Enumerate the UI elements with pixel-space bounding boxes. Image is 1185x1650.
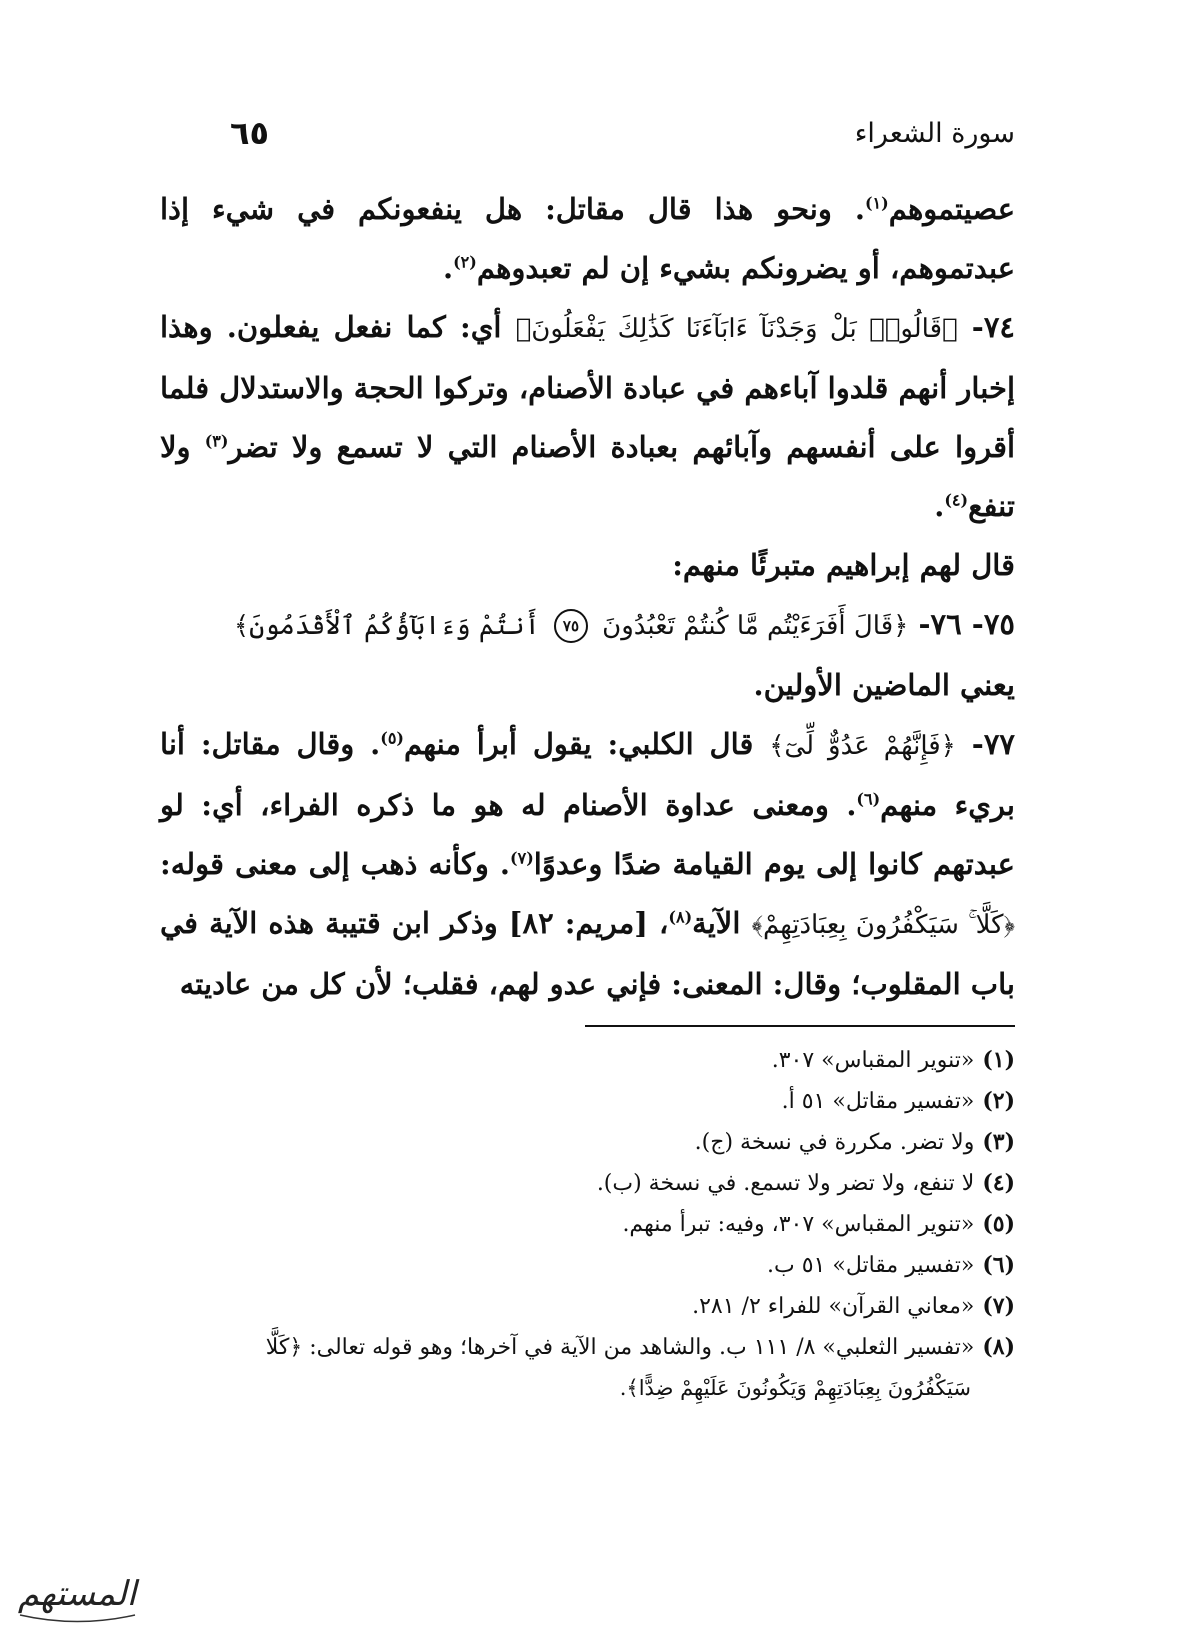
footnote-number: (١) — [982, 1047, 1015, 1073]
main-text — [160, 180, 1015, 1014]
text-run: . — [442, 251, 454, 285]
verse-number: ٧٤- — [971, 310, 1015, 344]
verse-number: ٧٥- ٧٦- — [918, 607, 1015, 641]
verse-76-commentary: يعني الماضين الأولين. — [753, 668, 1015, 702]
text-run: قال الكلبي: يقول أبرأ منهم — [403, 727, 770, 761]
quran-quote: ﴿قَالَ أَفَرَءَيْتُم مَّا كُنتُمْ تَعْبُدُونَ — [602, 611, 909, 641]
surah-title: سورة الشعراء — [854, 118, 1015, 149]
verse-number: ٧٧- — [971, 727, 1015, 761]
footnote-ref: (٣) — [204, 431, 229, 451]
footnote-text: «تفسير مقاتل» ٥١ ب. — [767, 1253, 975, 1278]
footnote-text: «تفسير الثعلبي» ٨/ ١١١ ب. والشاهد من الآية في آخرها؛ وهو قوله تعالى: ﴿كَلَّا — [265, 1335, 975, 1360]
footnote-ref: (٢) — [453, 252, 477, 272]
text-run: . ومعنى عداوة الأصنام له هو ما ذكره الفراء، أي: لو عبدتهم كانوا إلى يوم القيامة ضدًا وعدوًا — [160, 788, 1015, 881]
quran-quote: ﴿كَلَّا ۚ سَيَكْفُرُونَ بِعِبَادَتِهِمْ﴾ — [751, 910, 1016, 940]
footnote-text: «تفسير مقاتل» ٥١ أ. — [781, 1089, 975, 1114]
footnote-number: (٣) — [982, 1129, 1015, 1155]
text-run: . وقال مقاتل: أنا بريء منهم — [160, 727, 1015, 822]
footnote-number: (٦) — [982, 1252, 1015, 1278]
quran-quote: ﴿قَالُوا۟ بَلْ وَجَدْنَآ ءَابَآءَنَا كَذَٰلِكَ يَفْعَلُونَ﴾ — [515, 314, 958, 344]
footnote-number: (٢) — [982, 1088, 1015, 1114]
footnote-number: (٨) — [982, 1334, 1015, 1360]
footnote-divider — [585, 1025, 1015, 1027]
footnote-item — [160, 1122, 1015, 1163]
footnote-ref: (٨) — [668, 907, 693, 927]
verse-75-76 — [160, 595, 1015, 656]
text-run: . ونحو هذا قال مقاتل: هل ينفعونكم في شيء إذا عبدتموهم، أو يضرونكم بشيء إن لم تعبدوهم — [160, 192, 1015, 285]
footnote-ref: (٧) — [510, 848, 534, 868]
page-header — [160, 114, 1015, 158]
footnotes-list — [160, 1040, 1015, 1408]
footnote-number: (٧) — [982, 1293, 1015, 1319]
footnote-number: (٤) — [982, 1170, 1015, 1196]
text-run: . — [934, 489, 945, 523]
footnote-item — [160, 1245, 1015, 1286]
page-number: ٦٥ — [230, 114, 270, 152]
footnote-ref: (٤) — [944, 490, 969, 510]
footnote-ref: (٦) — [856, 789, 881, 809]
footnote-text: «معاني القرآن» للفراء ٢/ ٢٨١. — [692, 1294, 975, 1319]
footnote-item — [160, 1327, 1015, 1408]
footnote-item — [160, 1040, 1015, 1081]
text-run: عصيتموهم — [888, 192, 1015, 226]
paragraph-1 — [160, 180, 1015, 298]
footnote-continuation: سَيَكْفُرُونَ بِعِبَادَتِهِمْ وَيَكُونُونَ عَلَيْهِمْ ضِدًّا﴾. — [619, 1376, 971, 1400]
ayah-marker: ٧٥ — [554, 609, 588, 643]
text-run: ، [مريم: ٨٢] وذكر ابن قتيبة هذه الآية في باب المقلوب؛ وقال: المعنى: فإني عدو لهم، فقلب؛ لأن كل من عاديته — [160, 906, 1015, 1001]
text-run: ولا تنفع — [160, 430, 1015, 523]
logo-text: المستهم — [17, 1574, 137, 1614]
text-run: . وكأنه ذهب إلى معنى قوله: — [160, 847, 511, 881]
footnote-item — [160, 1204, 1015, 1245]
intro-line: قال لهم إبراهيم متبرئًا منهم: — [672, 548, 1015, 582]
verse-74-commentary — [160, 298, 1015, 536]
footnote-ref: (١) — [864, 193, 889, 213]
footnote-item — [160, 1286, 1015, 1327]
footnote-text: «تنوير المقباس» ٣٠٧. — [771, 1048, 975, 1073]
quran-quote: ﴿فَإِنَّهُمْ عَدُوٌّ لِّىٓ﴾ — [769, 731, 956, 761]
footnote-ref: (٥) — [380, 728, 404, 748]
text-run: أي: كما نفعل يفعلون. وهذا إخبار أنهم قلدوا آباءهم في عبادة الأصنام، وتركوا الحجة والاستدلال فلما أقروا على أنفسهم وآبائهم بعبادة الأصنام التي لا تسمع ولا تضر — [160, 310, 1016, 464]
footnote-number: (٥) — [982, 1211, 1015, 1237]
footnote-item — [160, 1163, 1015, 1204]
logo-swash — [20, 1615, 135, 1622]
footnote-text: ولا تضر. مكررة في نسخة (ج). — [694, 1130, 975, 1155]
quran-quote: أَنتُمْ وَءَابَآؤُكُمُ ٱلْأَقْدَمُونَ﴾ — [233, 611, 540, 641]
footnote-text: لا تنفع، ولا تضر ولا تسمع. في نسخة (ب). — [596, 1171, 975, 1196]
verse-77-commentary — [160, 715, 1015, 1014]
text-run: الآية — [692, 906, 752, 940]
publisher-logo — [10, 1560, 145, 1635]
footnote-item — [160, 1081, 1015, 1122]
footnote-text: «تنوير المقباس» ٣٠٧، وفيه: تبرأ منهم. — [622, 1212, 975, 1237]
